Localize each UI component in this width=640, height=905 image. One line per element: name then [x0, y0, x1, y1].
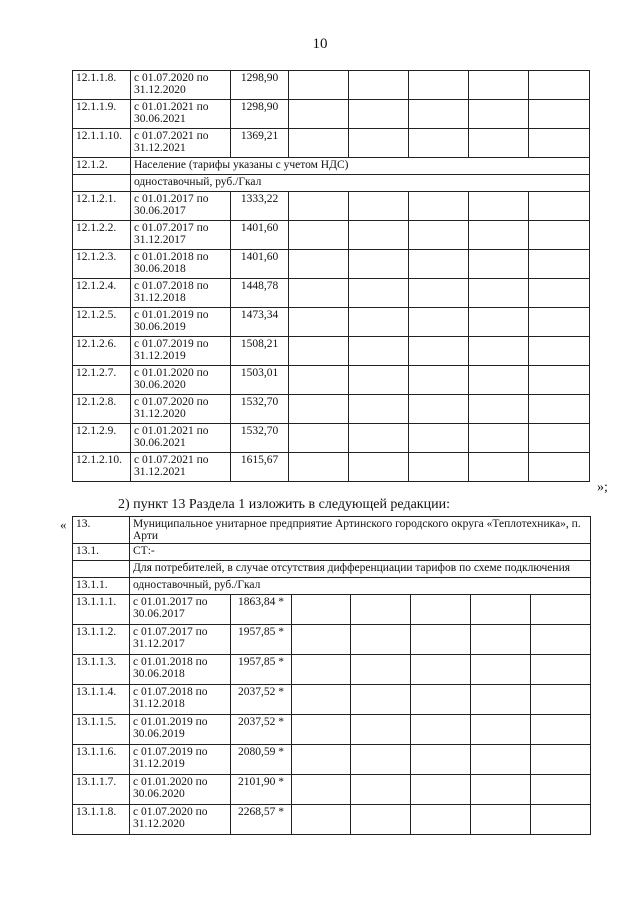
- empty-cell: [409, 192, 469, 221]
- empty-cell: [349, 337, 409, 366]
- row-value: 1333,22: [231, 192, 289, 221]
- table-row: [73, 578, 591, 595]
- empty-cell: [292, 685, 351, 715]
- row-period: с 01.07.2019 по 31.12.2019: [130, 745, 231, 775]
- empty-cell: [469, 129, 529, 158]
- table-row: [73, 100, 590, 129]
- empty-cell: [529, 395, 590, 424]
- row-code: 12.1.1.8.: [73, 71, 131, 100]
- empty-cell: [351, 625, 411, 655]
- table-row: [73, 175, 590, 192]
- empty-cell: [289, 250, 349, 279]
- table-row: [73, 655, 591, 685]
- row-period: с 01.07.2021 по 31.12.2021: [131, 129, 231, 158]
- row-code: 12.1.2.6.: [73, 337, 131, 366]
- page-number: 10: [312, 36, 328, 52]
- empty-cell: [469, 337, 529, 366]
- empty-cell: [529, 308, 590, 337]
- row-code: 13.1.: [73, 544, 130, 561]
- empty-cell: [531, 805, 591, 835]
- table-row: [73, 805, 591, 835]
- table-row: [73, 625, 591, 655]
- row-value: 2080,59 *: [231, 745, 292, 775]
- empty-cell: [409, 366, 469, 395]
- row-value: 1298,90: [231, 71, 289, 100]
- empty-cell: [351, 775, 411, 805]
- row-period: с 01.07.2018 по 31.12.2018: [130, 685, 231, 715]
- row-period: с 01.01.2018 по 30.06.2018: [130, 655, 231, 685]
- empty-cell: [292, 655, 351, 685]
- table-row: [73, 221, 590, 250]
- empty-cell: [351, 685, 411, 715]
- empty-cell: [529, 366, 590, 395]
- row-value: 1448,78: [231, 279, 289, 308]
- empty-cell: [289, 129, 349, 158]
- row-period: с 01.01.2019 по 30.06.2019: [131, 308, 231, 337]
- row-period: с 01.01.2017 по 30.06.2017: [131, 192, 231, 221]
- empty-cell: [351, 655, 411, 685]
- empty-cell: [349, 71, 409, 100]
- empty-cell: [349, 308, 409, 337]
- empty-cell: [411, 745, 471, 775]
- empty-cell: [349, 279, 409, 308]
- row-code: 13.1.1.5.: [73, 715, 130, 745]
- empty-cell: [292, 805, 351, 835]
- row-value: 1863,84 *: [231, 595, 292, 625]
- row-code: 12.1.2.9.: [73, 424, 131, 453]
- opening-quote: «: [60, 517, 67, 532]
- empty-cell: [529, 337, 590, 366]
- row-section-text: СТ:-: [130, 544, 591, 561]
- empty-cell: [351, 595, 411, 625]
- row-code: 13.1.1.8.: [73, 805, 130, 835]
- empty-cell: [411, 805, 471, 835]
- row-period: с 01.07.2020 по 31.12.2020: [130, 805, 231, 835]
- table-row: [73, 129, 590, 158]
- tariff-table-12-body: [73, 71, 590, 482]
- table-row: [73, 453, 590, 482]
- empty-cell: [411, 715, 471, 745]
- empty-cell: [349, 453, 409, 482]
- empty-cell: [409, 424, 469, 453]
- table-row: [73, 745, 591, 775]
- empty-cell: [292, 625, 351, 655]
- empty-cell: [409, 308, 469, 337]
- row-value: 2268,57 *: [231, 805, 292, 835]
- empty-cell: [469, 279, 529, 308]
- empty-cell: [471, 805, 531, 835]
- row-period: с 01.01.2019 по 30.06.2019: [130, 715, 231, 745]
- empty-cell: [469, 308, 529, 337]
- empty-cell: [471, 715, 531, 745]
- table-row: [73, 517, 591, 544]
- empty-cell: [409, 100, 469, 129]
- row-code: 13.1.1.2.: [73, 625, 130, 655]
- table-row: [73, 192, 590, 221]
- empty-cell: [292, 775, 351, 805]
- row-value: 1369,21: [231, 129, 289, 158]
- empty-cell: [529, 250, 590, 279]
- empty-cell: [409, 71, 469, 100]
- row-value: 2037,52 *: [231, 715, 292, 745]
- empty-cell: [471, 595, 531, 625]
- empty-cell: [531, 745, 591, 775]
- empty-cell: [529, 221, 590, 250]
- closing-mark: »;: [597, 480, 608, 495]
- row-code: 12.1.2.: [73, 158, 131, 175]
- empty-cell: [529, 129, 590, 158]
- table-row: [73, 71, 590, 100]
- empty-cell: [409, 337, 469, 366]
- row-value: 2037,52 *: [231, 685, 292, 715]
- empty-cell: [531, 625, 591, 655]
- empty-cell: [469, 395, 529, 424]
- table-row: [73, 337, 590, 366]
- tariff-table-13: [72, 516, 591, 835]
- empty-cell: [529, 279, 590, 308]
- tariff-table-12: [72, 70, 590, 482]
- row-period: с 01.07.2018 по 31.12.2018: [131, 279, 231, 308]
- empty-cell: [351, 805, 411, 835]
- empty-cell: [469, 71, 529, 100]
- empty-cell: [289, 453, 349, 482]
- row-code: 12.1.2.8.: [73, 395, 131, 424]
- row-value: 1615,67: [231, 453, 289, 482]
- row-code: 12.1.1.10.: [73, 129, 131, 158]
- empty-cell: [351, 745, 411, 775]
- row-code: 13.: [73, 517, 130, 544]
- empty-cell: [469, 366, 529, 395]
- row-code: 12.1.2.2.: [73, 221, 131, 250]
- row-section-text: Для потребителей, в случае отсутствия дифференциации тарифов по схеме подключения: [130, 561, 591, 578]
- row-section-text: одноставочный, руб./Гкал: [130, 578, 591, 595]
- empty-cell: [469, 100, 529, 129]
- empty-cell: [351, 715, 411, 745]
- empty-cell: [289, 71, 349, 100]
- empty-cell: [289, 424, 349, 453]
- row-value: 1532,70: [231, 395, 289, 424]
- row-period: с 01.07.2021 по 31.12.2021: [131, 453, 231, 482]
- empty-cell: [531, 655, 591, 685]
- empty-cell: [471, 685, 531, 715]
- empty-cell: [292, 745, 351, 775]
- row-period: с 01.07.2017 по 31.12.2017: [131, 221, 231, 250]
- empty-cell: [529, 424, 590, 453]
- row-section-text: одноставочный, руб./Гкал: [131, 175, 590, 192]
- section-heading: 2) пункт 13 Раздела 1 изложить в следующей редакции:: [118, 497, 450, 512]
- row-code: [73, 175, 131, 192]
- empty-cell: [471, 625, 531, 655]
- row-period: с 01.01.2020 по 30.06.2020: [131, 366, 231, 395]
- empty-cell: [471, 745, 531, 775]
- empty-cell: [531, 685, 591, 715]
- empty-cell: [471, 655, 531, 685]
- row-code: 12.1.2.5.: [73, 308, 131, 337]
- table-row: [73, 424, 590, 453]
- table-row: [73, 158, 590, 175]
- row-code: 13.1.1.: [73, 578, 130, 595]
- empty-cell: [411, 775, 471, 805]
- empty-cell: [292, 595, 351, 625]
- empty-cell: [469, 453, 529, 482]
- empty-cell: [411, 595, 471, 625]
- table-row: [73, 544, 591, 561]
- empty-cell: [409, 279, 469, 308]
- empty-cell: [349, 192, 409, 221]
- empty-cell: [529, 100, 590, 129]
- row-value: 1532,70: [231, 424, 289, 453]
- empty-cell: [411, 685, 471, 715]
- row-value: 1401,60: [231, 221, 289, 250]
- row-value: 1508,21: [231, 337, 289, 366]
- table-row: [73, 715, 591, 745]
- empty-cell: [349, 424, 409, 453]
- row-code: [73, 561, 130, 578]
- row-period: с 01.07.2019 по 31.12.2019: [131, 337, 231, 366]
- table-row: [73, 366, 590, 395]
- table-row: [73, 561, 591, 578]
- row-code: 13.1.1.6.: [73, 745, 130, 775]
- empty-cell: [471, 775, 531, 805]
- table-row: [73, 250, 590, 279]
- row-period: с 01.01.2017 по 30.06.2017: [130, 595, 231, 625]
- empty-cell: [289, 366, 349, 395]
- row-section-text: Население (тарифы указаны с учетом НДС): [131, 158, 590, 175]
- row-value: 2101,90 *: [231, 775, 292, 805]
- empty-cell: [529, 453, 590, 482]
- row-code: 12.1.2.10.: [73, 453, 131, 482]
- empty-cell: [349, 395, 409, 424]
- row-code: 13.1.1.4.: [73, 685, 130, 715]
- empty-cell: [289, 192, 349, 221]
- empty-cell: [531, 595, 591, 625]
- row-period: с 01.07.2020 по 31.12.2020: [131, 71, 231, 100]
- row-value: 1503,01: [231, 366, 289, 395]
- empty-cell: [411, 625, 471, 655]
- row-value: 1473,34: [231, 308, 289, 337]
- empty-cell: [349, 250, 409, 279]
- row-code: 12.1.2.3.: [73, 250, 131, 279]
- empty-cell: [531, 715, 591, 745]
- empty-cell: [349, 100, 409, 129]
- table-row: [73, 685, 591, 715]
- empty-cell: [409, 221, 469, 250]
- empty-cell: [529, 192, 590, 221]
- row-period: с 01.01.2021 по 30.06.2021: [131, 100, 231, 129]
- row-code: 12.1.2.7.: [73, 366, 131, 395]
- empty-cell: [469, 192, 529, 221]
- empty-cell: [531, 775, 591, 805]
- row-code: 12.1.2.1.: [73, 192, 131, 221]
- empty-cell: [409, 395, 469, 424]
- row-code: 12.1.2.4.: [73, 279, 131, 308]
- empty-cell: [349, 129, 409, 158]
- empty-cell: [289, 100, 349, 129]
- row-period: с 01.01.2020 по 30.06.2020: [130, 775, 231, 805]
- empty-cell: [469, 221, 529, 250]
- empty-cell: [289, 337, 349, 366]
- table-row: [73, 775, 591, 805]
- table-row: [73, 308, 590, 337]
- empty-cell: [349, 366, 409, 395]
- row-period: с 01.07.2017 по 31.12.2017: [130, 625, 231, 655]
- empty-cell: [289, 279, 349, 308]
- row-value: 1298,90: [231, 100, 289, 129]
- empty-cell: [289, 221, 349, 250]
- row-section-text: Муниципальное унитарное предприятие Артинского городского округа «Теплотехника», п. Арти: [130, 517, 591, 544]
- row-period: с 01.07.2020 по 31.12.2020: [131, 395, 231, 424]
- row-period: с 01.01.2021 по 30.06.2021: [131, 424, 231, 453]
- empty-cell: [289, 308, 349, 337]
- empty-cell: [409, 453, 469, 482]
- row-value: 1957,85 *: [231, 655, 292, 685]
- row-code: 12.1.1.9.: [73, 100, 131, 129]
- table-row: [73, 595, 591, 625]
- empty-cell: [289, 395, 349, 424]
- tariff-table-13-body: [73, 517, 591, 835]
- empty-cell: [529, 71, 590, 100]
- empty-cell: [349, 221, 409, 250]
- empty-cell: [469, 250, 529, 279]
- row-code: 13.1.1.7.: [73, 775, 130, 805]
- empty-cell: [292, 715, 351, 745]
- table-row: [73, 279, 590, 308]
- row-value: 1957,85 *: [231, 625, 292, 655]
- row-code: 13.1.1.3.: [73, 655, 130, 685]
- empty-cell: [409, 129, 469, 158]
- empty-cell: [411, 655, 471, 685]
- empty-cell: [469, 424, 529, 453]
- empty-cell: [409, 250, 469, 279]
- row-value: 1401,60: [231, 250, 289, 279]
- row-period: с 01.01.2018 по 30.06.2018: [131, 250, 231, 279]
- table-row: [73, 395, 590, 424]
- row-code: 13.1.1.1.: [73, 595, 130, 625]
